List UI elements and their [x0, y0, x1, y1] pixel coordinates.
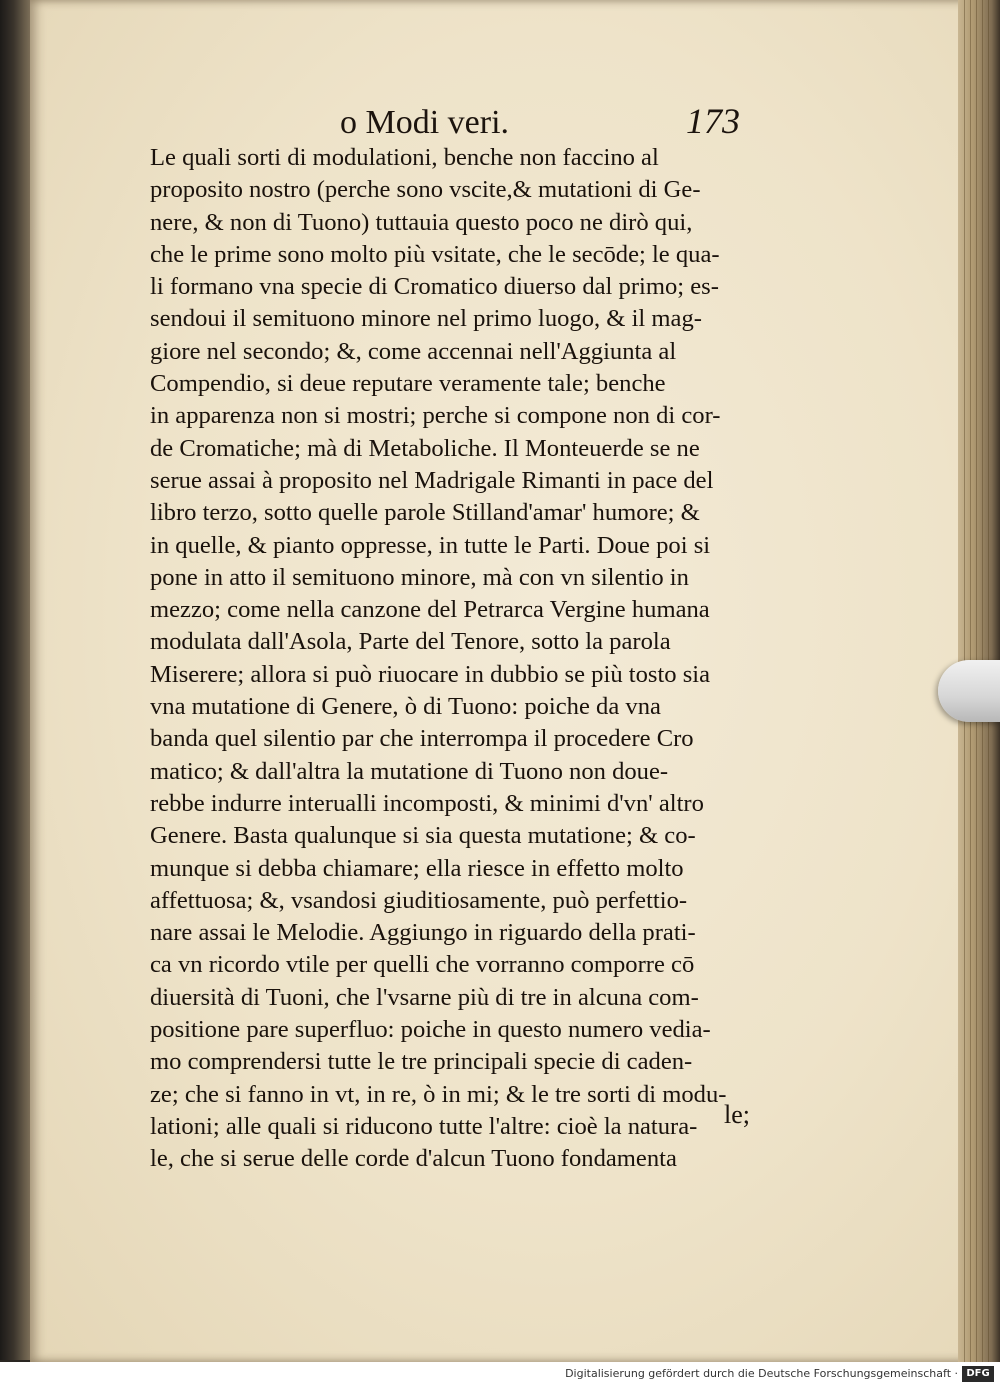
text-line: matico; & dall'altra la mutatione di Tuono non doue- [150, 757, 669, 785]
text-line: in quelle, & pianto oppresse, in tutte le Parti. Doue poi si [150, 531, 711, 559]
text-line: serue assai à proposito nel Madrigale Rimanti in pace del [150, 466, 714, 494]
text-line: proposito nostro (perche sono vscite,& mutationi di Ge- [150, 176, 701, 204]
text-line: affettuosa; &, vsandosi giuditiosamente, può perfettio- [150, 886, 688, 914]
text-line: li formano vna specie di Cromatico diuerso dal primo; es- [150, 273, 719, 301]
book-spine-edge [0, 0, 34, 1360]
text-line: modulata dall'Asola, Parte del Tenore, sotto la parola [150, 628, 671, 656]
page-clip [938, 660, 1000, 722]
catchword: le; [724, 1100, 750, 1129]
text-line: munque si debba chiamare; ella riesce in effetto molto [150, 854, 684, 882]
text-line: banda quel silentio par che interrompa il procedere Cro [150, 725, 694, 753]
text-line: Le quali sorti di modulationi, benche non faccino al [150, 144, 659, 171]
text-line: nere, & non di Tuono) tuttauia questo poco ne dirò qui, [150, 208, 693, 236]
text-line: positione pare superfluo: poiche in questo numero vedia- [150, 1016, 711, 1044]
text-line: diuersità di Tuoni, che l'vsarne più di tre in alcuna com- [150, 983, 699, 1011]
text-line: che le prime sono molto più vsitate, che le secōde; le qua- [150, 240, 720, 268]
text-line: sendoui il semituono minore nel primo luogo, & il mag- [150, 305, 702, 333]
running-title: o Modi veri. [340, 104, 510, 141]
text-line: rebbe indurre interualli incomposti, & minimi d'vn' altro [150, 789, 704, 817]
text-line: Genere. Basta qualunque si sia questa mutatione; & co- [150, 822, 696, 850]
text-line: ca vn ricordo vtile per quelli che vorranno comporre cō [150, 951, 695, 979]
text-line: de Cromatiche; mà di Metaboliche. Il Monteuerde se ne [150, 434, 700, 462]
text-line: Compendio, si deue reputare veramente tale; benche [150, 370, 666, 398]
text-line: libro terzo, sotto quelle parole Stilland'amar' humore; & [150, 499, 700, 527]
text-line: in apparenza non si mostri; perche si compone non di cor- [150, 402, 721, 430]
footer-bar [0, 1362, 1000, 1389]
text-line: vna mutatione di Genere, ò di Tuono: poiche da vna [150, 693, 661, 721]
text-line: mo comprendersi tutte le tre principali specie di caden- [150, 1048, 693, 1076]
text-line: nare assai le Melodie. Aggiungo in riguardo della prati- [150, 919, 696, 947]
dfg-logo: DFG [962, 1366, 994, 1382]
text-line: le, che si serue delle corde d'alcun Tuono fondamenta [150, 1145, 677, 1173]
text-line: mezzo; come nella canzone del Petrarca Vergine humana [150, 596, 710, 624]
text-line: pone in atto il semituono minore, mà con vn silentio in [150, 563, 689, 591]
body-text [150, 142, 790, 1176]
text-line: Miserere; allora si può riuocare in dubbio se più tosto sia [150, 660, 711, 688]
text-line: lationi; alle quali si riducono tutte l'altre: cioè la natura- [150, 1112, 698, 1140]
text-line: giore nel secondo; &, come accennai nell'Aggiunta al [150, 337, 677, 365]
funding-note: Digitalisierung gefördert durch die Deutsche Forschungsgemeinschaft · [565, 1367, 958, 1380]
text-line: ze; che si fanno in vt, in re, ò in mi; & le tre sorti di modu- [150, 1080, 727, 1108]
page-number: 173 [686, 101, 740, 141]
